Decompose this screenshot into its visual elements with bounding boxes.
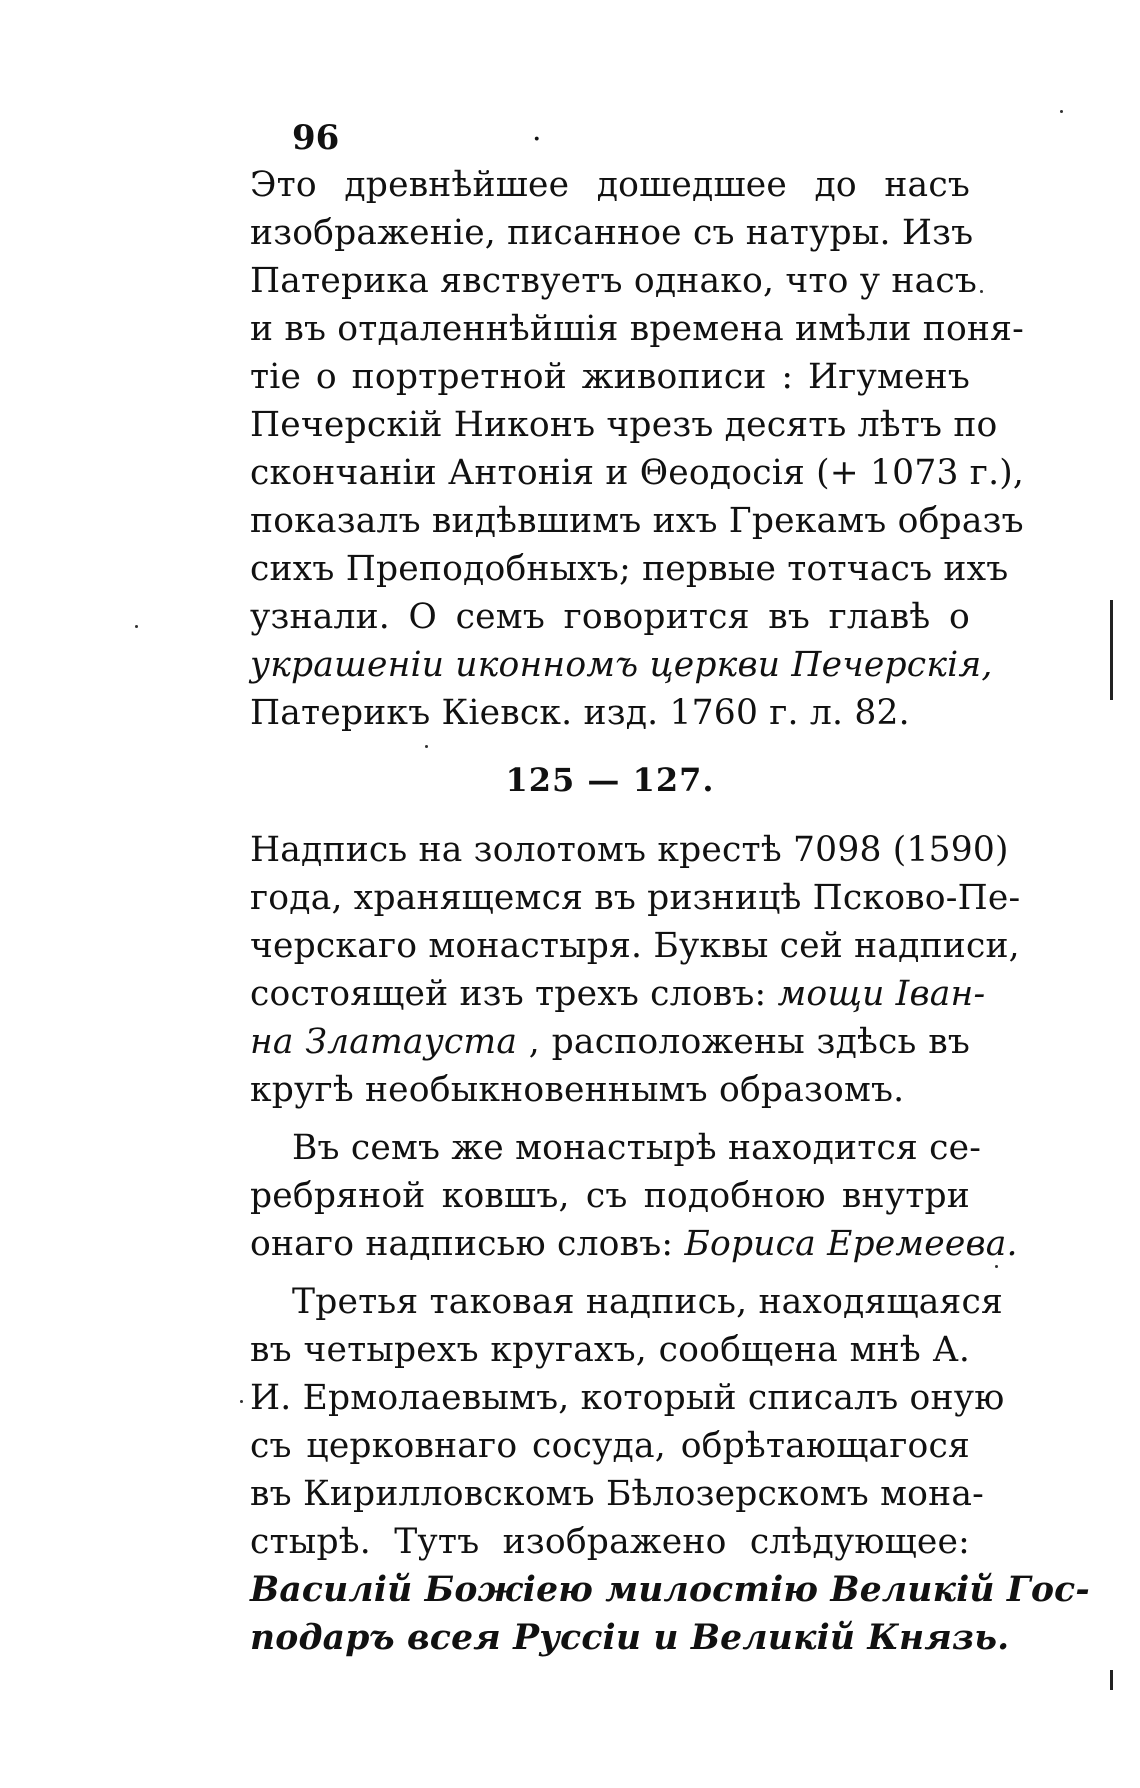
italic-text-line: украшенiи иконномъ церкви Печерскiя,: [250, 645, 993, 685]
text-line: [250, 1022, 970, 1062]
italic-text-line: Василiй Божiею милостiю Великiй Гос-: [250, 1570, 1090, 1610]
text-line: Надпись на золотомъ крестѣ 7098 (1590): [250, 830, 1009, 870]
page-number: 96: [292, 118, 340, 158]
text-span: , расположены здѣсь въ: [528, 1022, 970, 1062]
text-span: состоящей изъ трехъ словъ:: [250, 974, 767, 1014]
text-line: Печерскiй Никонъ чрезъ десять лѣтъ по: [250, 405, 998, 445]
text-line: въ четырехъ кругахъ, сообщена мнѣ А.: [250, 1330, 970, 1370]
text-line: ребряной ковшъ, съ подобною внутри: [250, 1176, 970, 1216]
italic-text-span: Бориса Еремеева.: [684, 1224, 1018, 1264]
text-line: тiе о портретной живописи : Игуменъ: [250, 357, 970, 397]
text-line: [250, 1224, 1018, 1264]
text-line: Патерика явствуетъ однако, что у насъ: [250, 261, 978, 301]
text-span: онаго надписью словъ:: [250, 1224, 674, 1264]
text-line: Третья таковая надпись, находящаяся: [292, 1282, 1003, 1322]
text-line: Это древнѣйшее дошедшее до насъ: [250, 165, 970, 205]
text-line: И. Ермолаевымъ, который списалъ оную: [250, 1378, 1005, 1418]
text-line: Патерикъ Кiевск. изд. 1760 г. л. 82.: [250, 693, 910, 733]
text-line: съ церковнаго сосуда, обрѣтающагося: [250, 1426, 970, 1466]
text-line: черскаго монастыря. Буквы сей надписи,: [250, 926, 1020, 966]
italic-text-span: на Златауста: [250, 1022, 518, 1062]
text-line: стырѣ. Тутъ изображено слѣдующее:: [250, 1522, 970, 1562]
page-edge-mark: [1110, 1670, 1113, 1690]
italic-text-line: подаръ всея Руссiи и Великiй Князь.: [250, 1618, 1010, 1658]
italic-text-span: мощи Iван-: [777, 974, 986, 1014]
print-speck: [425, 745, 428, 748]
text-line: показалъ видѣвшимъ ихъ Грекамъ образъ: [250, 501, 1024, 541]
text-line: Въ семъ же монастырѣ находится се-: [292, 1128, 982, 1168]
print-speck: [135, 625, 138, 628]
text-line: изображенiе, писанное съ натуры. Изъ: [250, 213, 974, 253]
text-line: и въ отдаленнѣйшiя времена имѣли поня-: [250, 309, 1024, 349]
print-speck: [240, 1400, 243, 1403]
text-line: кругѣ необыкновеннымъ образомъ.: [250, 1070, 905, 1110]
print-speck: [995, 1265, 998, 1268]
text-line: узнали. О семъ говорится въ главѣ о: [250, 597, 970, 637]
text-line: [250, 974, 986, 1014]
text-line: скончанiи Антонiя и Θеодосiя (+ 1073 г.),: [250, 453, 1025, 493]
page-edge-mark: [1110, 600, 1113, 700]
text-line: года, хранящемся въ ризницѣ Псково-Пе-: [250, 878, 1021, 918]
section-heading: 125 — 127.: [505, 761, 715, 799]
print-speck: [980, 290, 983, 293]
print-speck: ·: [532, 122, 542, 157]
text-line: въ Кирилловскомъ Бѣлозерскомъ мона-: [250, 1474, 984, 1514]
print-speck: [1060, 110, 1063, 113]
text-line: сихъ Преподобныхъ; первые тотчасъ ихъ: [250, 549, 1009, 589]
